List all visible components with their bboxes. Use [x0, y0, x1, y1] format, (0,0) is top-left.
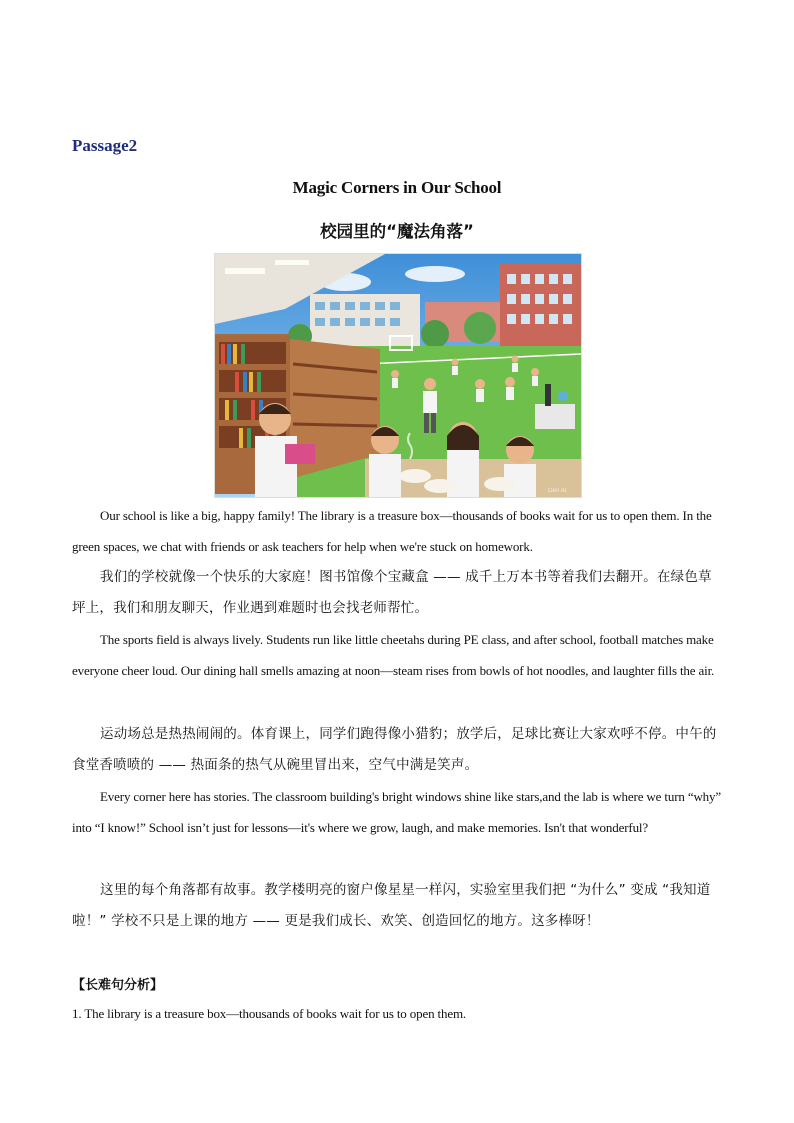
paragraph-en-1: Our school is like a big, happy family! The library is a treasure box—thousands of books wait for us to open them. In the green spaces, we chat with friends or ask teachers for help when we're stuck on homework. — [72, 508, 712, 555]
school-scene-illustration — [214, 253, 582, 498]
paragraph-zh-2: 运动场总是热热闹闹的。体育课上，同学们跑得像小猎豹；放学后，足球比赛让大家欢呼不停。中午的食堂香喷喷的 —— 热面条的热气从碗里冒出来，空气中满是笑声。 — [72, 726, 717, 774]
analysis-item: 1. The library is a treasure box—thousands of books wait for us to open them. — [72, 1006, 467, 1021]
title-english: Magic Corners in Our School — [292, 178, 502, 197]
paragraph-zh-3: 这里的每个角落都有故事。教学楼明亮的窗户像星星一样闪，实验室里我们把 “为什么” 变成 “我知道啦！” 学校不只是上课的地方 —— 更是我们成长、欢笑、创造回忆的地方。这多棒呀！ — [72, 882, 711, 930]
paragraph-zh-1: 我们的学校就像一个快乐的大家庭！图书馆像个宝藏盒 —— 成千上万本书等着我们去翻开。在绿色草坪上，我们和朋友聊天，作业遇到难题时也会找老师帮忙。 — [72, 569, 712, 617]
paragraph-en-2: The sports field is always lively. Students run like little cheetahs during PE class, and after school, football matches make everyone cheer loud. Our dining hall smells amazing at noon—steam rises from bowls of hot noodles, and laughter fills the air. — [72, 632, 715, 679]
illustration-watermark: Gen AI — [548, 488, 567, 494]
title-chinese: 校园里的“魔法角落” — [320, 222, 474, 241]
paragraph-en-3: Every corner here has stories. The classroom building's bright windows shine like stars,and the lab is where we turn “why” into “I know!” School isn’t just for lessons—it's where we grow, laugh, and make memories. Isn't that wonderful? — [72, 789, 722, 836]
analysis-heading: 【长难句分析】 — [72, 978, 164, 993]
passage-label: Passage2 — [72, 136, 138, 155]
